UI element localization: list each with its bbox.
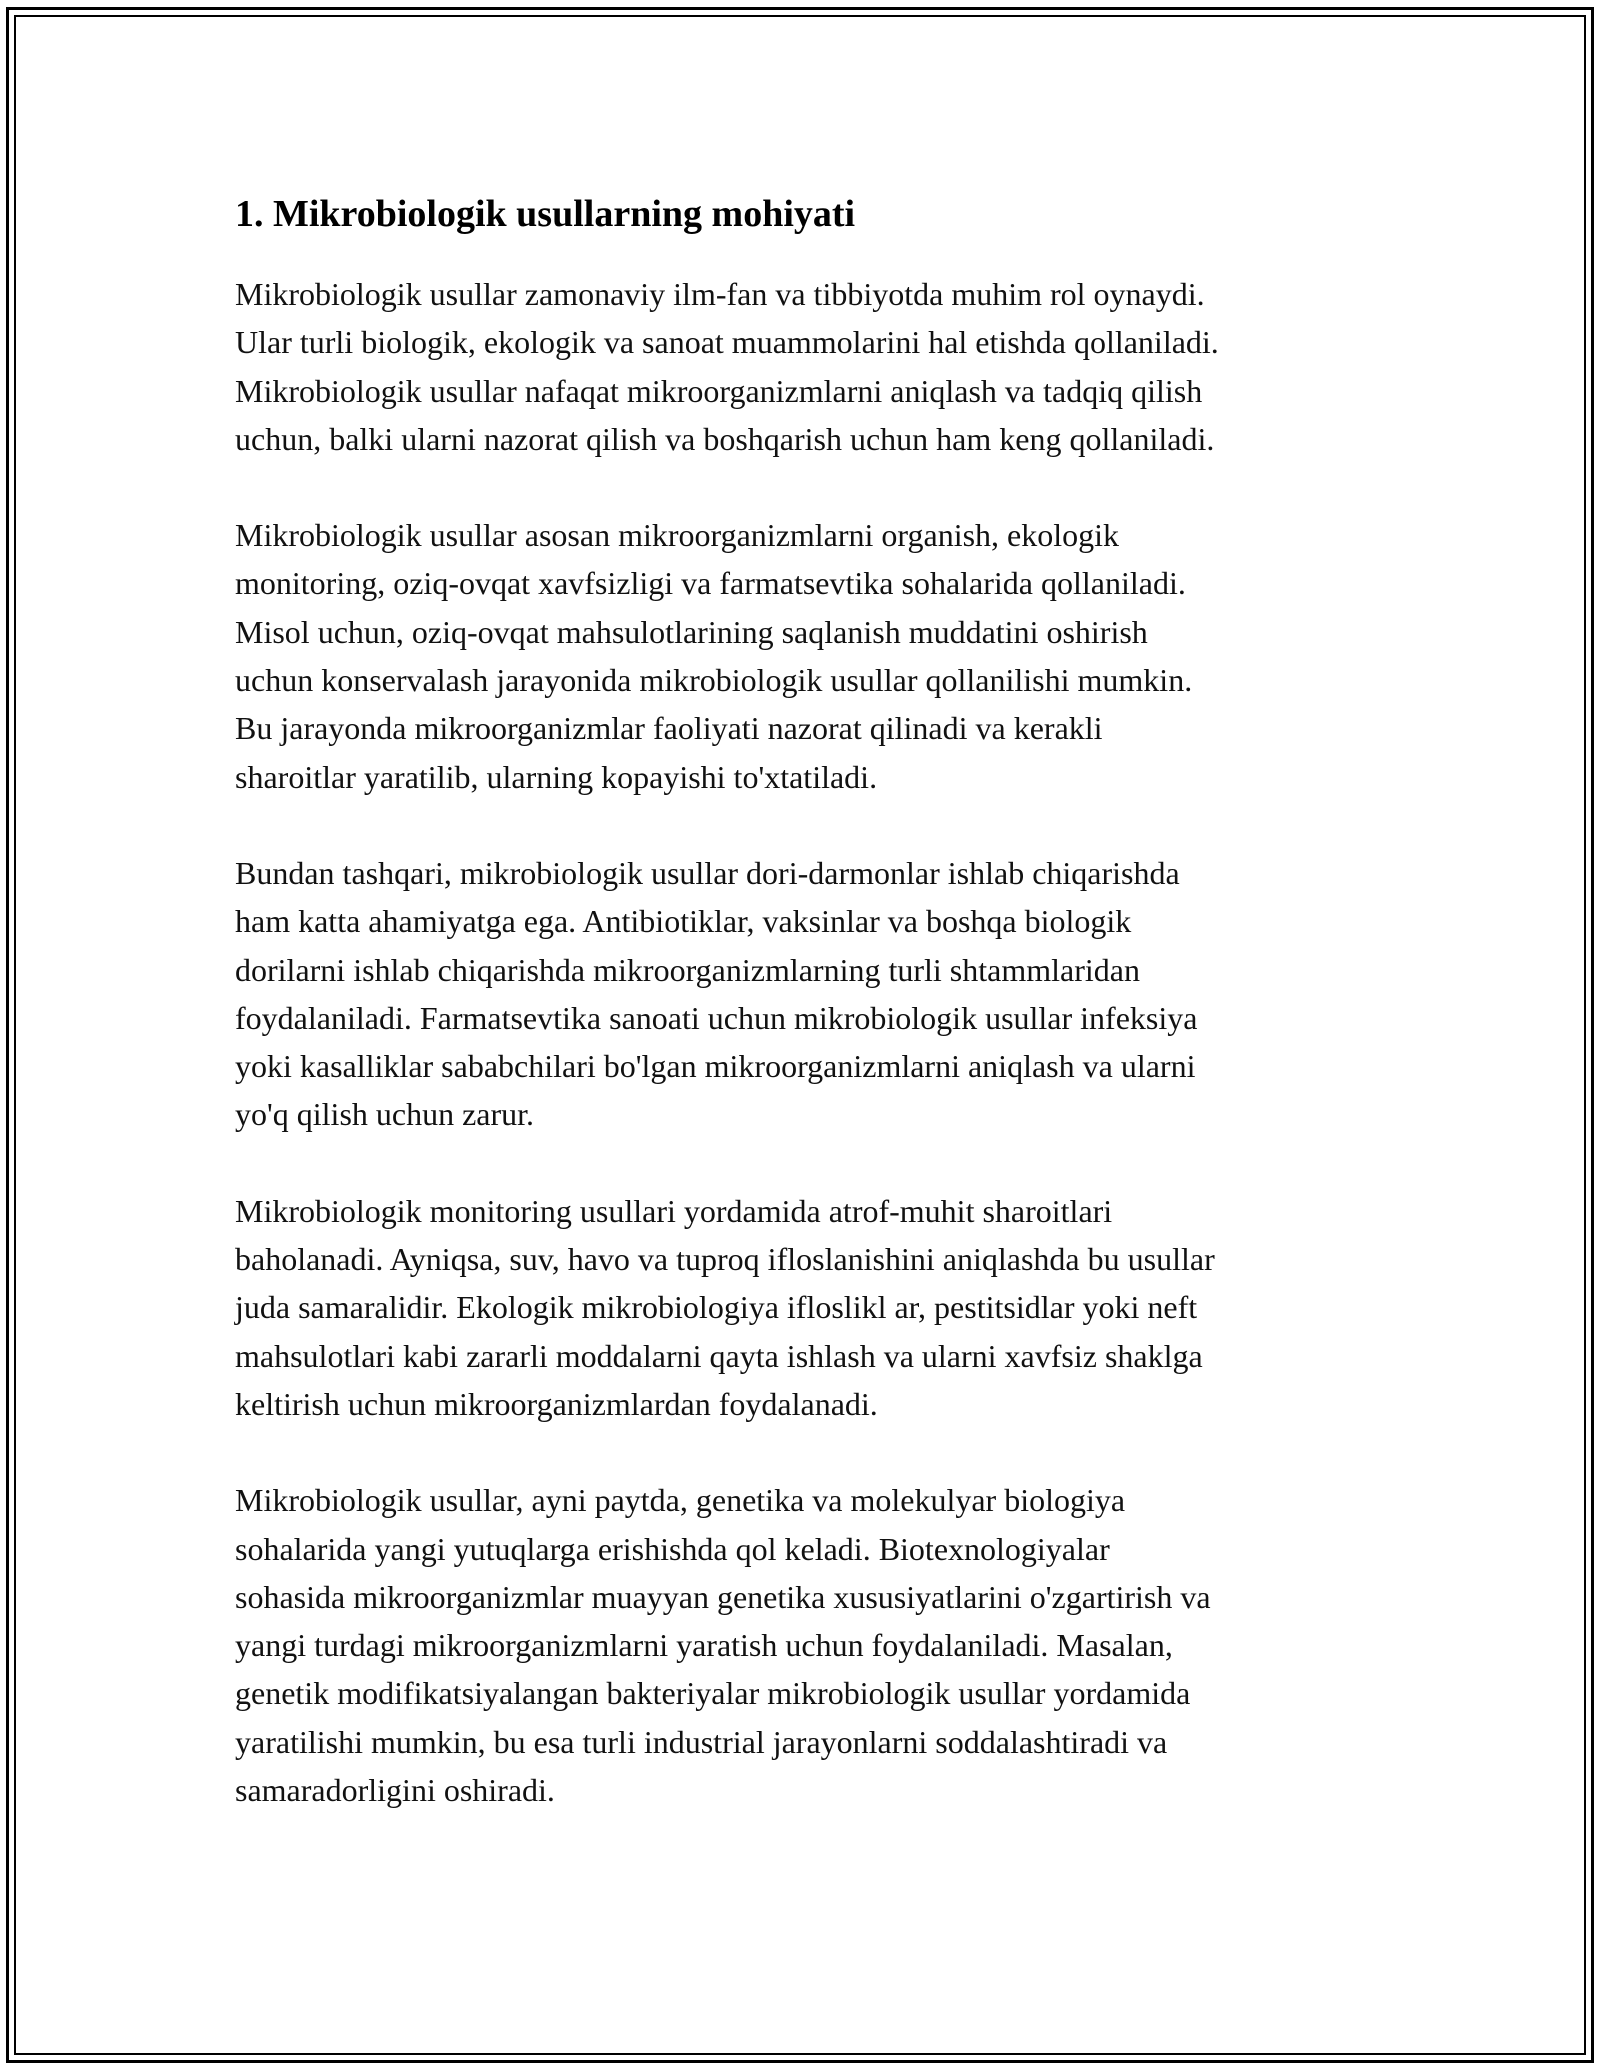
text-line: yo'q qilish uchun zarur.	[235, 1096, 535, 1133]
text-line: Mikrobiologik usullar asosan mikroorganizmlarni organish, ekologik	[235, 517, 1120, 554]
paragraph-1	[235, 270, 1375, 463]
text-line: Ular turli biologik, ekologik va sanoat muammolarini hal etishda qollaniladi.	[235, 324, 1219, 361]
text-line: mahsulotlari kabi zararli moddalarni qayta ishlash va ularni xavfsiz shaklga	[235, 1337, 1203, 1374]
text-line: dorilarni ishlab chiqarishda mikroorganizmlarning turli shtammlaridan	[235, 951, 1140, 988]
text-line: sohasida mikroorganizmlar muayyan genetika xususiyatlarini o'zgartirish va	[235, 1578, 1211, 1615]
text-line: yoki kasalliklar sababchilari bo'lgan mikroorganizmlarni aniqlash va ularni	[235, 1048, 1196, 1085]
paragraph-4	[235, 1187, 1375, 1428]
document-content	[235, 186, 1375, 1862]
text-line: sharoitlar yaratilib, ularning kopayishi to'xtatiladi.	[235, 758, 878, 795]
paragraph-2	[235, 511, 1375, 801]
text-line: Misol uchun, oziq-ovqat mahsulotlarining saqlanish muddatini oshirish	[235, 613, 1148, 650]
text-line: uchun konservalash jarayonida mikrobiologik usullar qollanilishi mumkin.	[235, 662, 1193, 699]
text-line: Bu jarayonda mikroorganizmlar faoliyati nazorat qilinadi va kerakli	[235, 710, 1103, 747]
text-line: keltirish uchun mikroorganizmlardan foydalanadi.	[235, 1385, 878, 1422]
text-line: sohalarida yangi yutuqlarga erishishda qol keladi. Biotexnologiyalar	[235, 1530, 1110, 1567]
text-line: yangi turdagi mikroorganizmlarni yaratish uchun foydalaniladi. Masalan,	[235, 1627, 1173, 1664]
text-line: samaradorligini oshiradi.	[235, 1772, 555, 1809]
text-line: uchun, balki ularni nazorat qilish va boshqarish uchun ham keng qollaniladi.	[235, 420, 1215, 457]
text-line: Mikrobiologik usullar zamonaviy ilm-fan va tibbiyotda muhim rol oynaydi.	[235, 276, 1205, 312]
text-line: foydalaniladi. Farmatsevtika sanoati uchun mikrobiologik usullar infeksiya	[235, 999, 1198, 1036]
text-line: yaratilishi mumkin, bu esa turli industrial jarayonlarni soddalashtiradi va	[235, 1723, 1168, 1760]
paragraph-5	[235, 1476, 1375, 1814]
text-line: ham katta ahamiyatga ega. Antibiotiklar, vaksinlar va boshqa biologik	[235, 903, 1132, 940]
text-line: monitoring, oziq-ovqat xavfsizligi va farmatsevtika sohalarida qollaniladi.	[235, 565, 1186, 602]
paragraph-3	[235, 849, 1375, 1139]
text-line: genetik modifikatsiyalangan bakteriyalar mikrobiologik usullar yordamida	[235, 1675, 1191, 1712]
text-line: juda samaralidir. Ekologik mikrobiologiya ifloslikl ar, pestitsidlar yoki neft	[235, 1289, 1198, 1326]
section-title: 1. Mikrobiologik usullarning mohiyati	[235, 193, 856, 235]
text-line: baholanadi. Ayniqsa, suv, havo va tuproq ifloslanishini aniqlashda bu usullar	[235, 1241, 1215, 1278]
text-line: Mikrobiologik usullar, ayni paytda, genetika va molekulyar biologiya	[235, 1482, 1126, 1519]
text-line: Mikrobiologik usullar nafaqat mikroorganizmlarni aniqlash va tadqiq qilish	[235, 372, 1203, 409]
text-line: Bundan tashqari, mikrobiologik usullar dori-darmonlar ishlab chiqarishda	[235, 854, 1180, 891]
text-line: Mikrobiologik monitoring usullari yordamida atrof-muhit sharoitlari	[235, 1192, 1113, 1229]
